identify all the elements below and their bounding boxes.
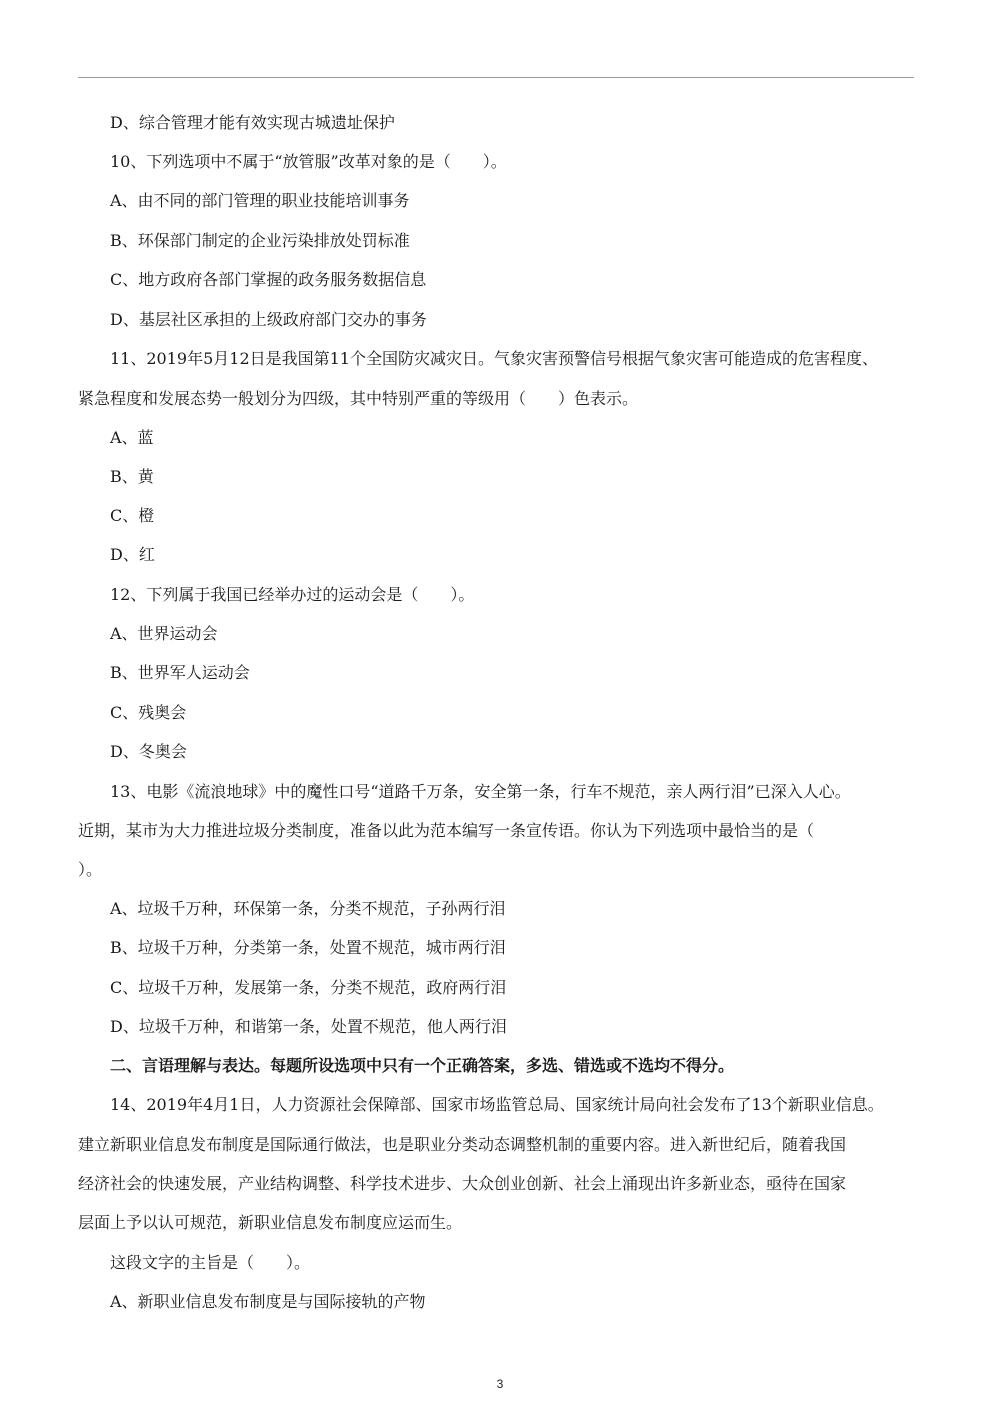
option-13c: C、垃圾千万种，发展第一条，分类不规范，政府两行泪: [110, 978, 507, 997]
question-13-line-3: ）。: [78, 860, 103, 879]
page-number: 3: [496, 1377, 504, 1391]
option-12d: D、冬奥会: [110, 742, 187, 761]
section-heading: 二、言语理解与表达。每题所设选项中只有一个正确答案，多选、错选或不选均不得分。: [110, 1056, 735, 1075]
option-12a: A、世界运动会: [110, 624, 218, 643]
option-12c: C、残奥会: [110, 703, 187, 722]
option-14a: A、新职业信息发布制度是与国际接轨的产物: [110, 1292, 426, 1311]
option-11d: D、红: [110, 545, 155, 564]
question-14-line-1: 14、2019年4月1日，人力资源社会保障部、国家市场监管总局、国家统计局向社会发布了13个新职业信息。: [110, 1095, 884, 1114]
option-11c: C、橙: [110, 506, 155, 525]
question-14-line-3: 经济社会的快速发展，产业结构调整、科学技术进步、大众创业创新、社会上涌现出许多新业态，亟待在国家: [78, 1174, 847, 1193]
question-14-prompt: 这段文字的主旨是（ ）。: [110, 1253, 311, 1272]
option-10b: B、环保部门制定的企业污染排放处罚标准: [110, 231, 410, 250]
option-13b: B、垃圾千万种，分类第一条，处置不规范，城市两行泪: [110, 938, 506, 957]
option-11a: A、蓝: [110, 428, 154, 447]
option-12b: B、世界军人运动会: [110, 663, 250, 682]
option-10c: C、地方政府各部门掌握的政务服务数据信息: [110, 270, 427, 289]
question-14-line-2: 建立新职业信息发布制度是国际通行做法，也是职业分类动态调整机制的重要内容。进入新世纪后，随着我国: [78, 1135, 847, 1154]
option-13d: D、垃圾千万种，和谐第一条，处置不规范，他人两行泪: [110, 1017, 507, 1036]
question-11-line-2: 紧急程度和发展态势一般划分为四级，其中特别严重的等级用（ ）色表示。: [78, 389, 639, 408]
option-10d: D、基层社区承担的上级政府部门交办的事务: [110, 310, 427, 329]
question-11-line-1: 11、2019年5月12日是我国第11个全国防灾减灾日。气象灾害预警信号根据气象灾害可能造成的危害程度、: [110, 349, 878, 368]
question-10: 10、下列选项中不属于“放管服”改革对象的是（ ）。: [110, 152, 507, 171]
question-12: 12、下列属于我国已经举办过的运动会是（ ）。: [110, 585, 475, 604]
header-rule: [78, 77, 914, 78]
option-11b: B、黄: [110, 467, 154, 486]
question-14-line-4: 层面上予以认可规范，新职业信息发布制度应运而生。: [78, 1213, 463, 1232]
option-13a: A、垃圾千万种，环保第一条，分类不规范，子孙两行泪: [110, 899, 506, 918]
question-13-line-2: 近期，某市为大力推进垃圾分类制度，准备以此为范本编写一条宣传语。你认为下列选项中最恰当的是（: [78, 821, 815, 840]
option-10a: A、由不同的部门管理的职业技能培训事务: [110, 191, 410, 210]
question-13-line-1: 13、电影《流浪地球》中的魔性口号“道路千万条，安全第一条，行车不规范，亲人两行泪”已深入人心。: [110, 782, 851, 801]
option-9d: D、综合管理才能有效实现古城遗址保护: [110, 113, 395, 132]
